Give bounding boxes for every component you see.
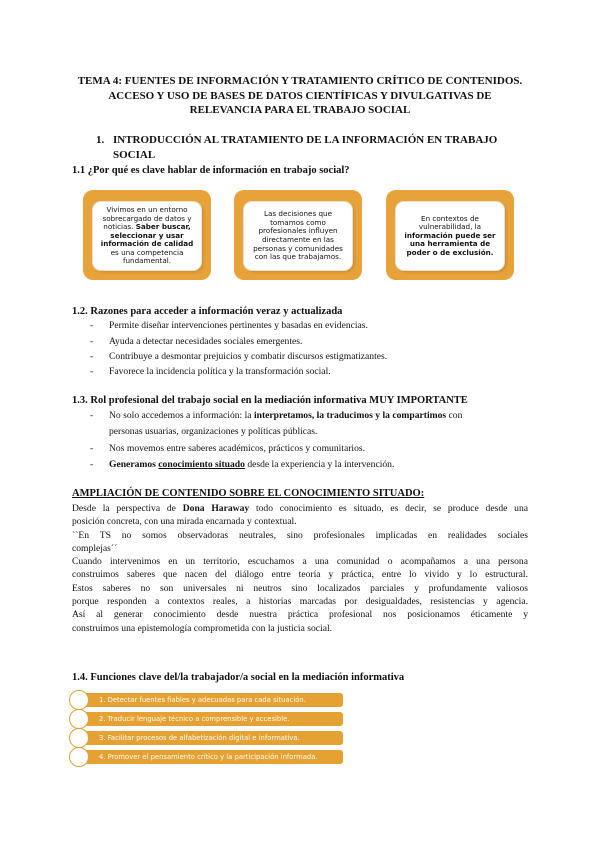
author-name: Dona Haraway — [182, 503, 250, 514]
title-line-3: RELEVANCIA PARA EL TRABAJO SOCIAL — [189, 104, 411, 116]
conocimiento-situado-term: conocimiento situado — [158, 459, 245, 470]
heading-1-3: 1.3. Rol profesional del trabajo social en la mediación informativa MUY IMPORTANTE — [72, 395, 468, 406]
card-2-text: Las decisiones que tomamos como profesionales influyen directamente en las personas y comunidades con las que trabajamos. — [253, 209, 343, 262]
section-1-title-line-2: SOCIAL — [113, 149, 156, 161]
bullet-circle-icon — [69, 747, 89, 767]
card-1-text-bold: Saber buscar, seleccionar y usar información de calidad — [100, 222, 194, 249]
title-line-1: TEMA 4: FUENTES DE INFORMACIÓN Y TRATAMIENTO CRÍTICO DE CONTENIDOS. — [77, 75, 523, 87]
ampliacion-heading: AMPLIACIÓN DE CONTENIDO SOBRE EL CONOCIMIENTO SITUADO: — [72, 488, 425, 499]
document-page: TEMA 4: FUENTES DE INFORMACIÓN Y TRATAMIENTO CRÍTICO DE CONTENIDOS. ACCESO Y USO DE BASES DE DATOS CIENTÍFICAS Y DIVULGATIVAS DE RELEVANCIA PARA EL TRABAJO SOCIAL 1. INTRODUCCIÓN AL TRATAMIENTO DE LA INFORMACIÓN EN TRABAJO SOCIAL 1.1 ¿Por qué es clave hablar de información en trabajo social? Vivimos en un entorno sobrecargado de datos y noticias. Saber buscar, seleccionar y usar información de calidad es una competencia fundamental. Las decisiones que tomamos como profesionales influyen directamente en las personas y comunidades con las que trabajamos. En contextos de vulnerabilidad, la información puede ser una herramienta de poder o de exclusión. 1.2. Razones para acceder a información veraz y actualizada - Permite diseñar intervenciones pertinentes y basadas en evidencias. - Ayuda a detectar necesidades sociales emergentes. - Contribuye a desmontar prejuicios y combatir discursos estigmatizantes. - Favorece la incidencia política y la transformación social. 1.3. Rol profesional del trabajo social en la mediación informativa MUY IMPORTANTE - No solo accedemos a información: la interpretamos, la traducimos y la compartimos con personas usuarias, organizaciones y políticas públicas. - Nos movemos entre saberes académicos, prácticos y comunitarios. - Generamos conocimiento situado desde la experiencia y la intervención. AMPLIACIÓN DE CONTENIDO SOBRE EL CONOCIMIENTO SITUADO: Desde la perspectiva de Dona Haraway todo conocimiento es situado, es decir, se produce desde una posición concreta, con una mirada encarnada y contextual. ``En TS no somos observadoras neutrales, sino profesionales implicadas en realidades sociales complejas´´ Cuando intervenimos en un territorio, escuchamos a una comunidad o acompañamos a una persona construimos saberes que nacen del diálogo entre teoría y práctica, entre lo vivido y lo estructural. Estos saberes no son universales ni neutros sino localizados parciales y profundamente valiosos porque responden a contextos reales, a historias marcadas por desigualdades, resistencias y agencia. Así al generar conocimiento desde nuestra práctica profesional nos posicionamos éticamente y construimos una epistemología comprometida con la justicia social. 1.4. Funciones clave del/la trabajador/a social en la mediación informativa 1. Detectar fuentes fiables y adecuadas para cada situación. 2. Traducir lenguaje técnico a comprensible y accesible. 3. Facilitar procesos de alfabetización digital e informativa. 4. Promover el pensamiento crítico y la participación informada. — [0, 0, 600, 848]
document-title — [60, 74, 540, 118]
ampliacion-body: Desde la perspectiva de Dona Haraway todo conocimiento es situado, es decir, se produce desde una posición concreta, con una mirada encarnada y contextual. ``En TS no somos observadoras neutrales, sino profesionales implicadas en realidades sociales complejas´´ Cuando intervenimos en un territorio, escuchamos a una comunidad o acompañamos a una persona construimos saberes que nacen del diálogo entre teoría y práctica, entre lo vivido y lo estructural. Estos saberes no son universales ni neutros sino localizados parciales y profundamente valiosos porque responden a contextos reales, a historias marcadas por desigualdades, resistencias y agencia. Así al generar conocimiento desde nuestra práctica profesional nos posicionamos éticamente y construimos una epistemología comprometida con la justicia social. — [72, 503, 528, 634]
section-1-number: 1. — [96, 134, 105, 146]
card-1 — [93, 202, 201, 270]
function-item: 4. Promover el pensamiento crítico y la participación informada. — [77, 750, 343, 764]
card-3 — [396, 202, 504, 270]
card-1-text-a: Vivimos en un entorno sobrecargado de datos y noticias. — [102, 204, 192, 232]
card-1-frame — [83, 190, 211, 280]
function-item: 2. Traducir lenguaje técnico a comprensible y accesible. — [77, 712, 343, 726]
bullet-circle-icon — [69, 709, 89, 729]
card-2-frame — [234, 190, 362, 280]
heading-1-1: 1.1 ¿Por qué es clave hablar de información en trabajo social? — [72, 165, 350, 176]
heading-1-4: 1.4. Funciones clave del/la trabajador/a social en la mediación informativa — [72, 672, 405, 683]
function-item: 3. Facilitar procesos de alfabetización digital e informativa. — [77, 731, 343, 745]
card-3-text-a: En contextos de vulnerabilidad, la — [418, 213, 482, 232]
card-3-text-bold: información puede ser una herramienta de poder o de exclusión. — [404, 230, 496, 257]
card-1-text-b: es una competencia fundamental. — [110, 247, 184, 266]
function-item: 1. Detectar fuentes fiables y adecuadas para cada situación. — [77, 693, 343, 707]
section-1-title-line-1: INTRODUCCIÓN AL TRATAMIENTO DE LA INFORMACIÓN EN TRABAJO — [113, 134, 498, 146]
heading-1-2: 1.2. Razones para acceder a información veraz y actualizada — [72, 306, 343, 317]
bullet-circle-icon — [69, 690, 89, 710]
bullet-circle-icon — [69, 728, 89, 748]
card-3-frame — [386, 190, 514, 280]
title-line-2: ACCESO Y USO DE BASES DE DATOS CIENTÍFICAS Y DIVULGATIVAS DE — [108, 89, 492, 102]
card-2 — [244, 202, 352, 270]
